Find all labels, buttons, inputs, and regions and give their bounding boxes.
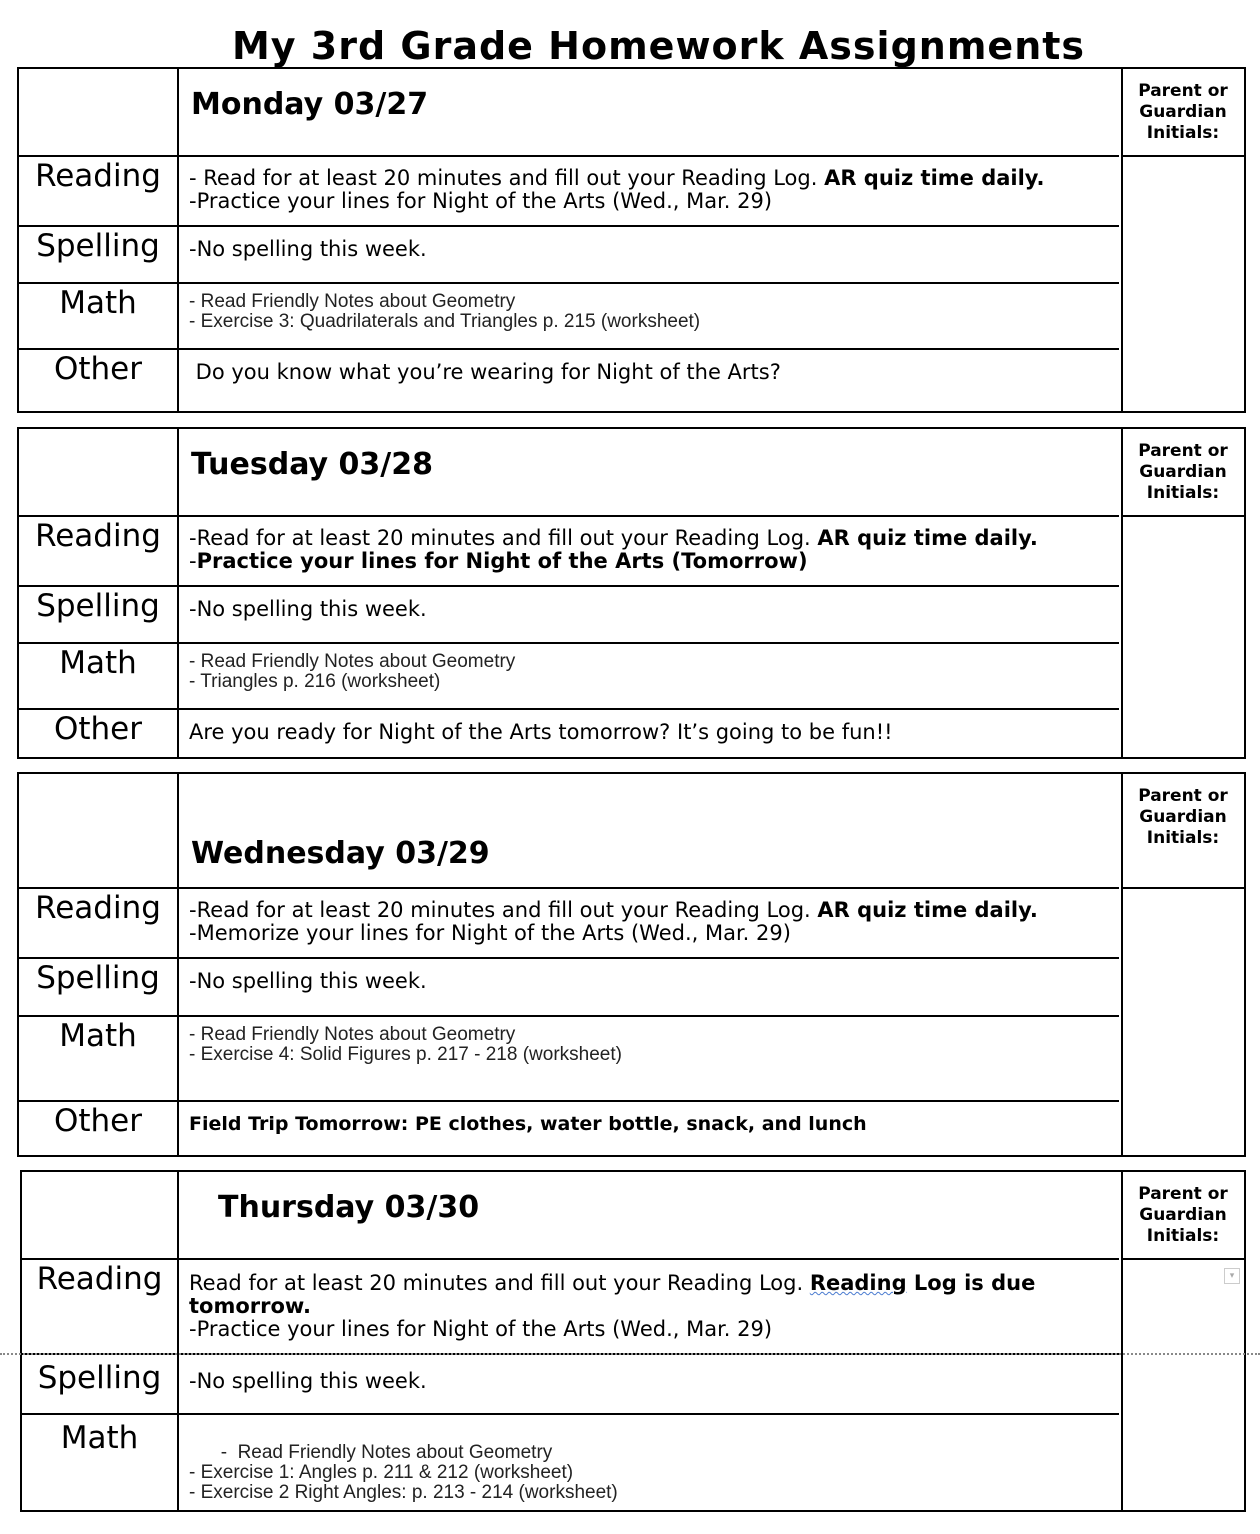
row-spelling — [19, 585, 1119, 642]
spelling-text: -No spelling this week. — [189, 597, 427, 621]
row-other — [19, 1100, 1119, 1157]
math-text: - Read Friendly Notes about Geometry - Exercise 1: Angles p. 211 & 212 (worksheet) - Exercise 2 Right Angles: p. 213 - 214 (worksheet) — [189, 1442, 618, 1503]
row-reading — [19, 887, 1119, 957]
row-spelling — [19, 957, 1119, 1015]
dropdown-arrow-icon[interactable]: ▾ — [1224, 1268, 1240, 1284]
subject-label: Reading — [35, 518, 161, 554]
row-spelling — [19, 225, 1119, 282]
other-text: Field Trip Tomorrow: PE clothes, water bottle, snack, and lunch — [189, 1113, 867, 1135]
day-table-tuesday — [17, 427, 1246, 759]
initials-cell[interactable] — [1123, 887, 1244, 1157]
subject-label: Math — [59, 645, 137, 681]
reading-text: Read for at least 20 minutes and fill out your Reading Log. Reading Log is due tomorrow. -Practice your lines for Night of the Arts (Wed., Mar. 29) — [189, 1271, 1036, 1341]
math-text: - Read Friendly Notes about Geometry - Exercise 3: Quadrilaterals and Triangles p. 215 (worksheet) — [189, 291, 701, 332]
row-math — [19, 282, 1119, 348]
math-text: - Read Friendly Notes about Geometry - Triangles p. 216 (worksheet) — [189, 651, 516, 692]
row-spelling — [22, 1353, 1119, 1413]
math-text: - Read Friendly Notes about Geometry - Exercise 4: Solid Figures p. 217 - 218 (worksheet) — [189, 1024, 622, 1065]
subject-label: Spelling — [36, 588, 160, 624]
subject-label: Reading — [35, 158, 161, 194]
reading-text: - Read for at least 20 minutes and fill out your Reading Log. AR quiz time daily. -Practice your lines for Night of the Arts (Wed., Mar. 29) — [189, 166, 1045, 213]
day-date: Wednesday 03/29 — [191, 836, 490, 871]
row-math — [22, 1413, 1119, 1512]
subject-label: Other — [53, 1103, 143, 1139]
day-date: Monday 03/27 — [191, 87, 429, 122]
day-table-thursday — [20, 1170, 1246, 1512]
page-break-line — [0, 1353, 1260, 1355]
subject-label: Other — [53, 351, 143, 387]
initials-cell[interactable] — [1123, 1258, 1244, 1512]
subject-label: Math — [60, 1420, 139, 1456]
row-reading — [22, 1258, 1119, 1353]
page-title: My 3rd Grade Homework Assignments — [231, 24, 1086, 68]
initials-cell[interactable] — [1123, 155, 1244, 413]
day-date: Tuesday 03/28 — [191, 447, 433, 482]
subject-label: Math — [59, 285, 137, 321]
parent-initials-label: Parent or Guardian Initials: — [1138, 441, 1228, 503]
subject-label: Other — [53, 711, 143, 747]
day-date: Thursday 03/30 — [218, 1190, 480, 1225]
subject-label: Reading — [35, 890, 161, 926]
row-math — [19, 642, 1119, 708]
row-reading — [19, 515, 1119, 585]
subject-label: Spelling — [36, 960, 160, 996]
row-other — [19, 348, 1119, 413]
initials-cell[interactable] — [1123, 515, 1244, 759]
day-table-wednesday — [17, 772, 1246, 1157]
row-other — [19, 708, 1119, 759]
reading-text: -Read for at least 20 minutes and fill out your Reading Log. AR quiz time daily. -Practice your lines for Night of the Arts (Tomorrow) — [189, 526, 1038, 573]
spelling-text: -No spelling this week. — [189, 237, 427, 261]
subject-label: Spelling — [36, 228, 160, 264]
other-text: Do you know what you’re wearing for Night of the Arts? — [189, 360, 781, 384]
spelling-text: -No spelling this week. — [189, 1369, 427, 1393]
day-table-monday — [17, 67, 1246, 413]
spelling-text: -No spelling this week. — [189, 969, 427, 993]
subject-label: Math — [59, 1018, 137, 1054]
subject-label: Spelling — [37, 1360, 162, 1396]
parent-initials-label: Parent or Guardian Initials: — [1138, 81, 1228, 143]
reading-text: -Read for at least 20 minutes and fill out your Reading Log. AR quiz time daily. -Memorize your lines for Night of the Arts (Wed., Mar. 29) — [189, 898, 1038, 945]
parent-initials-label: Parent or Guardian Initials: — [1138, 786, 1228, 848]
row-reading — [19, 155, 1119, 225]
other-text: Are you ready for Night of the Arts tomorrow? It’s going to be fun!! — [189, 720, 893, 744]
subject-label: Reading — [36, 1261, 163, 1297]
row-math — [19, 1015, 1119, 1100]
parent-initials-label: Parent or Guardian Initials: — [1138, 1184, 1228, 1246]
